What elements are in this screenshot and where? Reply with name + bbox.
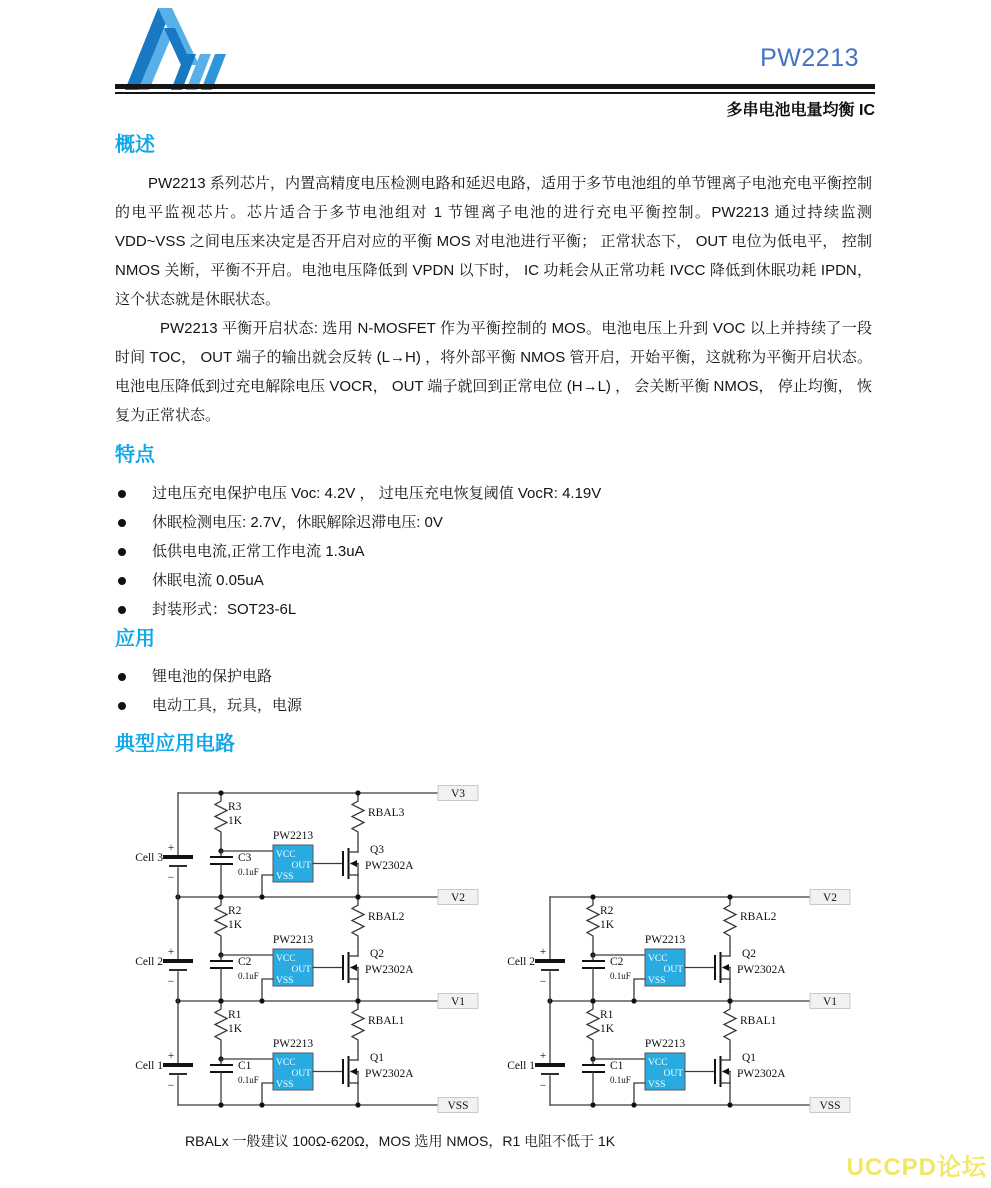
feature-text: 休眠电流 0.05uA (152, 572, 264, 589)
cell-label: Cell 1 (507, 1060, 535, 1072)
nmos-mosfet (343, 1051, 358, 1105)
watermark: UCCPD论坛 (846, 1154, 987, 1181)
mosfet-part: PW2302A (365, 1068, 414, 1080)
feature-text: 过电压充电保护电压 Voc: 4.2V ， 过电压充电恢复阈值 VocR: 4.19V (152, 485, 602, 502)
node-label: VSS (819, 1100, 841, 1112)
feature-text: 低供电电流,正常工作电流 1.3uA (152, 543, 365, 560)
ic-pin-vcc: VCC (276, 954, 296, 964)
overview-title: 概述 (115, 134, 155, 156)
circuit-stage (507, 894, 786, 1003)
capacitor-label: C3 (238, 852, 252, 864)
application-text: 电动工具，玩具，电源 (152, 697, 303, 714)
battery-minus: − (539, 1080, 547, 1092)
cell-label: Cell 1 (135, 1060, 163, 1072)
resistor-label: R1 (600, 1009, 614, 1021)
resistor (215, 793, 227, 851)
ic-pin-vss: VSS (648, 976, 666, 986)
header-rule-thick (115, 84, 875, 89)
node-label: V2 (450, 892, 466, 904)
circuit-stage (135, 790, 414, 899)
cell-label: Cell 2 (135, 956, 163, 968)
node-label: V1 (822, 996, 838, 1008)
resistor-label: R2 (600, 905, 614, 917)
battery-plus: + (539, 946, 547, 958)
capacitor-label: C2 (610, 956, 624, 968)
node-label: V3 (450, 788, 466, 800)
mosfet-label: Q2 (742, 948, 757, 960)
battery-plus: + (167, 842, 175, 854)
battery-minus: − (167, 872, 175, 884)
list-item (118, 508, 601, 537)
node-label: V1 (450, 996, 466, 1008)
mosfet-part: PW2302A (365, 860, 414, 872)
node-label: VSS (447, 1100, 469, 1112)
bullet-icon (118, 702, 126, 710)
balance-resistor (724, 1001, 736, 1051)
battery-minus: − (167, 976, 175, 988)
capacitor-value: 0.1uF (238, 867, 259, 877)
balance-resistor (352, 897, 364, 947)
bullet-icon (118, 577, 126, 585)
balance-resistor-label: RBAL2 (368, 911, 405, 923)
battery-plus: + (167, 946, 175, 958)
resistor (215, 1001, 227, 1059)
capacitor-label: C1 (238, 1060, 252, 1072)
capacitor-value: 0.1uF (238, 971, 259, 981)
resistor (587, 897, 599, 955)
mosfet-label: Q2 (370, 948, 385, 960)
resistor-value: 1K (600, 919, 615, 931)
ic-pin-out: OUT (291, 1069, 311, 1079)
list-item (118, 595, 601, 624)
balance-resistor (352, 793, 364, 843)
feature-text: 封装形式：SOT23-6L (152, 601, 297, 618)
applications-title: 应用 (115, 628, 155, 650)
typical-circuit-title: 典型应用电路 (115, 733, 235, 755)
header-rule-thin (115, 92, 875, 94)
resistor-value: 1K (600, 1023, 615, 1035)
mosfet-part: PW2302A (737, 1068, 786, 1080)
ic-pin-out: OUT (663, 1069, 683, 1079)
balance-resistor (724, 897, 736, 947)
part-number: PW2213 (760, 44, 859, 72)
ic-pin-vss: VSS (648, 1080, 666, 1090)
mosfet-label: Q1 (370, 1052, 385, 1064)
ic-pin-vcc: VCC (648, 954, 668, 964)
ic-pin-out: OUT (663, 965, 683, 975)
resistor-label: R1 (228, 1009, 242, 1021)
ic-label: PW2213 (644, 1038, 686, 1050)
resistor-label: R2 (228, 905, 242, 917)
nmos-mosfet (343, 843, 358, 897)
battery-minus: − (539, 976, 547, 988)
applications-list (118, 662, 302, 720)
ic-label: PW2213 (272, 934, 314, 946)
balance-resistor-label: RBAL3 (368, 807, 405, 819)
bullet-icon (118, 673, 126, 681)
ic-pin-out: OUT (291, 861, 311, 871)
mosfet-part: PW2302A (737, 964, 786, 976)
circuit-note: RBALx 一般建议 100Ω-620Ω，MOS 选用 NMOS，R1 电阻不低于 1K (185, 1133, 616, 1149)
resistor-value: 1K (228, 919, 243, 931)
cell-label: Cell 2 (507, 956, 535, 968)
bullet-icon (118, 548, 126, 556)
balance-resistor-label: RBAL1 (368, 1015, 405, 1027)
mosfet-label: Q3 (370, 844, 385, 856)
battery-plus: + (539, 1050, 547, 1062)
overview-paragraph-1: PW2213 系列芯片，内置高精度电压检测电路和延迟电路，适用于多节电池组的单节锂离子电池充电平衡控制的电平监视芯片。芯片适合于多节电池组对 1 节锂离子电池的进行充电平衡控制。PW2213 通过持续监测 VDD~VSS 之间电压来决定是否开启对应的平衡 MOS 对电池进行平衡； 正常状态下， OUT 电位为低电平， 控制 NMOS 关断，平衡不开启。电池电压降低到 VPDN 以下时， IC 功耗会从正常功耗 IVCC 降低到休眠功耗 IPDN，这个状态就是休眠状态。 (115, 175, 872, 308)
mosfet-part: PW2302A (365, 964, 414, 976)
resistor-value: 1K (228, 815, 243, 827)
ic-pin-out: OUT (291, 965, 311, 975)
resistor-label: R3 (228, 801, 242, 813)
ic-pin-vss: VSS (276, 976, 294, 986)
balance-resistor-label: RBAL2 (740, 911, 777, 923)
list-item (118, 691, 302, 720)
ic-label: PW2213 (272, 830, 314, 842)
list-item (118, 479, 601, 508)
features-list (118, 479, 601, 624)
battery-plus: + (167, 1050, 175, 1062)
application-circuit-diagram (115, 778, 875, 1123)
list-item (118, 662, 302, 691)
mosfet-label: Q1 (742, 1052, 757, 1064)
ic-pin-vss: VSS (276, 872, 294, 882)
balance-resistor (352, 1001, 364, 1051)
bullet-icon (118, 606, 126, 614)
nmos-mosfet (715, 1051, 730, 1105)
capacitor-value: 0.1uF (610, 971, 631, 981)
ic-pin-vcc: VCC (648, 1058, 668, 1068)
feature-text: 休眠检测电压: 2.7V，休眠解除迟滞电压: 0V (152, 514, 443, 531)
balance-resistor-label: RBAL1 (740, 1015, 777, 1027)
circuit-stage (507, 998, 786, 1107)
bullet-icon (118, 519, 126, 527)
circuit-stage (135, 894, 414, 1003)
ic-label: PW2213 (644, 934, 686, 946)
list-item (118, 537, 601, 566)
capacitor-value: 0.1uF (610, 1075, 631, 1085)
features-title: 特点 (115, 444, 155, 466)
capacitor-value: 0.1uF (238, 1075, 259, 1085)
ic-pin-vcc: VCC (276, 850, 296, 860)
application-text: 锂电池的保护电路 (152, 668, 273, 685)
overview-body (115, 169, 872, 430)
node-label: V2 (822, 892, 838, 904)
cell-label: Cell 3 (135, 852, 163, 864)
ic-pin-vcc: VCC (276, 1058, 296, 1068)
resistor (215, 897, 227, 955)
capacitor-label: C2 (238, 956, 252, 968)
resistor (587, 1001, 599, 1059)
overview-paragraph-2: PW2213 平衡开启状态: 选用 N-MOSFET 作为平衡控制的 MOS。电池电压上升到 VOC 以上并持续了一段时间 TOC， OUT 端子的输出就会反转 (L→H) ，将外部平衡 NMOS 管开启，开始平衡，这就称为平衡开启状态。 电池电压降低到过充电解除电压 VOCR， OUT 端子就回到正常电位 (H→L) ， 会关断平衡 NMOS， 停止均衡， 恢复为正常状态。 (115, 320, 872, 424)
nmos-mosfet (715, 947, 730, 1001)
resistor-value: 1K (228, 1023, 243, 1035)
capacitor-label: C1 (610, 1060, 624, 1072)
battery-minus: − (167, 1080, 175, 1092)
ic-pin-vss: VSS (276, 1080, 294, 1090)
circuit-stage (135, 998, 414, 1107)
list-item (118, 566, 601, 595)
page-subtitle: 多串电池电量均衡 IC (726, 102, 875, 119)
nmos-mosfet (343, 947, 358, 1001)
ic-label: PW2213 (272, 1038, 314, 1050)
bullet-icon (118, 490, 126, 498)
